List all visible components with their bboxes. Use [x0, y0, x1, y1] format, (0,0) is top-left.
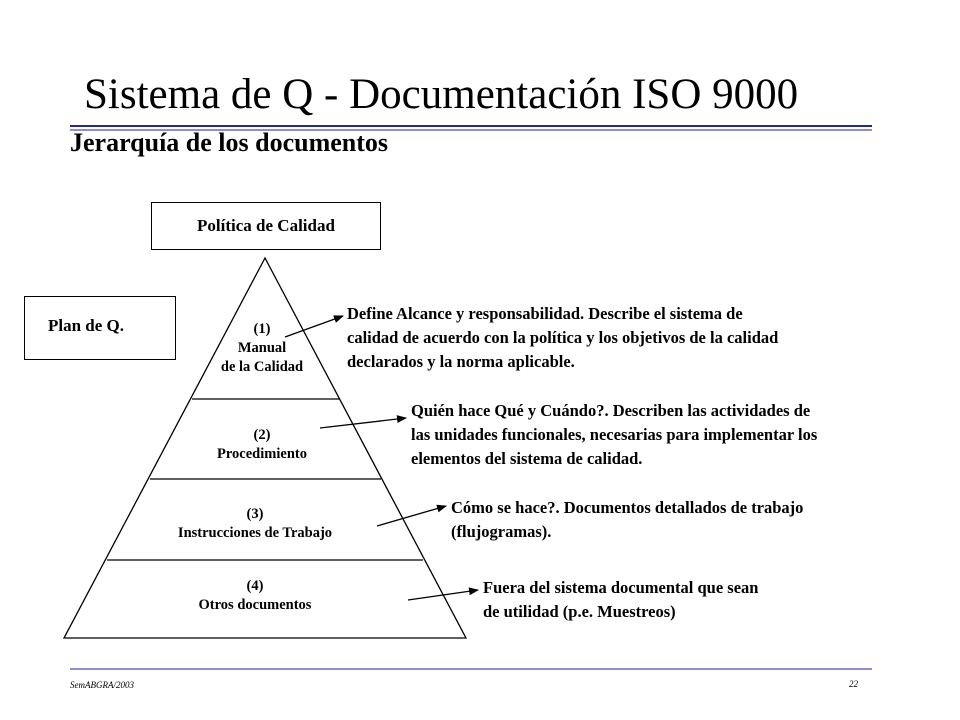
level-label: Instrucciones de Trabajo	[177, 525, 333, 541]
description-line: Cómo se hace?. Documentos detallados de trabajo	[451, 498, 804, 517]
policy-label: Política de Calidad	[197, 216, 335, 235]
footer-credit: SemABGRA/2003	[70, 680, 134, 690]
description-level-4	[483, 576, 758, 624]
level-number: (3)	[246, 506, 264, 522]
pyramid-level-4	[130, 577, 380, 615]
level-label: Manual	[237, 340, 287, 356]
level-number: (1)	[253, 321, 271, 337]
page-number: 22	[849, 679, 858, 689]
plan-box	[24, 296, 176, 360]
arrow-level-3	[377, 506, 446, 526]
description-level-2	[411, 399, 817, 471]
description-line: calidad de acuerdo con la política y los objetivos de la calidad	[347, 328, 779, 347]
description-line: Fuera del sistema documental que sean	[483, 578, 759, 597]
footer-rule	[70, 668, 872, 670]
description-line: de utilidad (p.e. Muestreos)	[483, 602, 676, 621]
description-line: (flujogramas).	[451, 522, 552, 541]
level-label: Otros documentos	[198, 597, 312, 613]
description-line: Define Alcance y responsabilidad. Describe el sistema de	[347, 304, 743, 323]
arrow-level-4	[408, 590, 478, 600]
description-line: las unidades funcionales, necesarias para implementar los	[411, 425, 818, 444]
description-level-1	[347, 302, 778, 374]
level-label: Procedimiento	[217, 446, 307, 462]
page-title: Sistema de Q - Documentación ISO 9000	[84, 71, 799, 118]
description-line: elementos del sistema de calidad.	[411, 449, 643, 468]
description-level-3	[451, 496, 803, 544]
page-subtitle: Jerarquía de los documentos	[70, 128, 389, 157]
level-number: (2)	[253, 427, 271, 443]
level-number: (4)	[246, 578, 264, 594]
plan-label: Plan de Q.	[48, 316, 125, 335]
pyramid-level-2	[170, 426, 354, 464]
pyramid-level-3	[130, 505, 380, 543]
policy-box	[151, 202, 381, 250]
description-line: declarados y la norma aplicable.	[347, 352, 575, 371]
level-label: de la Calidad	[220, 359, 304, 375]
pyramid-level-1	[187, 320, 337, 377]
description-line: Quién hace Qué y Cuándo?. Describen las actividades de	[411, 401, 811, 420]
